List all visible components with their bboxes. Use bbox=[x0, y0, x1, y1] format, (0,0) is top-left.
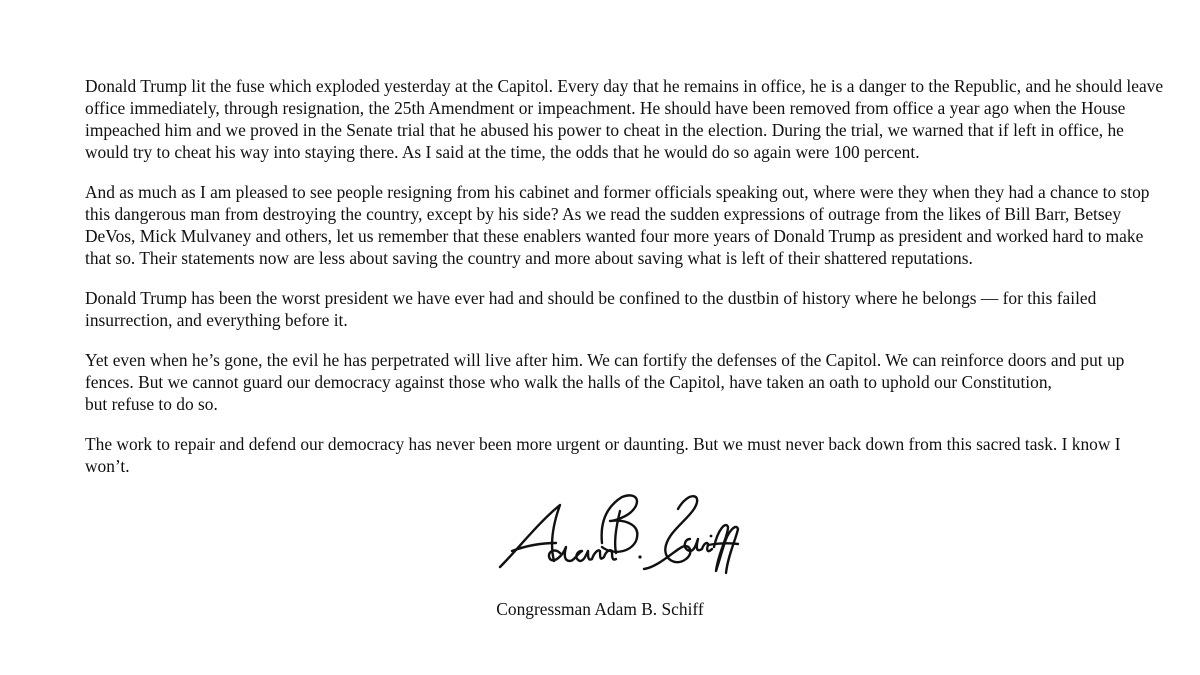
text-line: that so. Their statements now are less about saving the country and more about saving what is left of their shattered reputations. bbox=[85, 248, 973, 268]
text-line: insurrection, and everything before it. bbox=[85, 310, 348, 330]
text-line: won’t. bbox=[85, 456, 130, 476]
text-line: Yet even when he’s gone, the evil he has perpetrated will live after him. We can fortify the defenses of the Capitol. We can reinforce doors and put up bbox=[85, 350, 1125, 370]
paragraph bbox=[85, 433, 1160, 477]
paragraph bbox=[85, 75, 1164, 163]
statement-body bbox=[85, 75, 1164, 495]
handwritten-signature bbox=[490, 487, 740, 579]
text-line: Donald Trump has been the worst president we have ever had and should be confined to the dustbin of history where he belongs — for this failed bbox=[85, 288, 1097, 308]
text-line: this dangerous man from destroying the country, except by his side? As we read the sudden expressions of outrage from the likes of Bill Barr, Betsey bbox=[85, 204, 1122, 224]
text-line: DeVos, Mick Mulvaney and others, let us remember that these enablers wanted four more years of Donald Trump as president and worked hard to make bbox=[85, 226, 1144, 246]
text-line: And as much as I am pleased to see people resigning from his cabinet and former officials speaking out, where were they when they had a chance to stop bbox=[85, 182, 1150, 202]
text-line: but refuse to do so. bbox=[85, 394, 218, 414]
text-line: Donald Trump lit the fuse which exploded yesterday at the Capitol. Every day that he remains in office, he is a danger to the Republic, and he should leave bbox=[85, 76, 1164, 96]
paragraph bbox=[85, 349, 1160, 415]
text-line: fences. But we cannot guard our democracy against those who walk the halls of the Capitol, have taken an oath to uphold our Constitution, bbox=[85, 372, 1052, 392]
signer-name: Congressman Adam B. Schiff bbox=[496, 599, 704, 619]
text-line: The work to repair and defend our democracy has never been more urgent or daunting. But we must never back down from this sacred task. I know I bbox=[85, 434, 1121, 454]
paragraph bbox=[85, 181, 1160, 269]
text-line: would try to cheat his way into staying there. As I said at the time, the odds that he would do so again were 100 percent. bbox=[85, 142, 920, 162]
paragraph bbox=[85, 287, 1160, 331]
text-line: impeached him and we proved in the Senate trial that he abused his power to cheat in the election. During the trial, we warned that if left in office, he bbox=[85, 120, 1124, 140]
text-line: office immediately, through resignation, the 25th Amendment or impeachment. He should have been removed from office a year ago when the House bbox=[85, 98, 1126, 118]
